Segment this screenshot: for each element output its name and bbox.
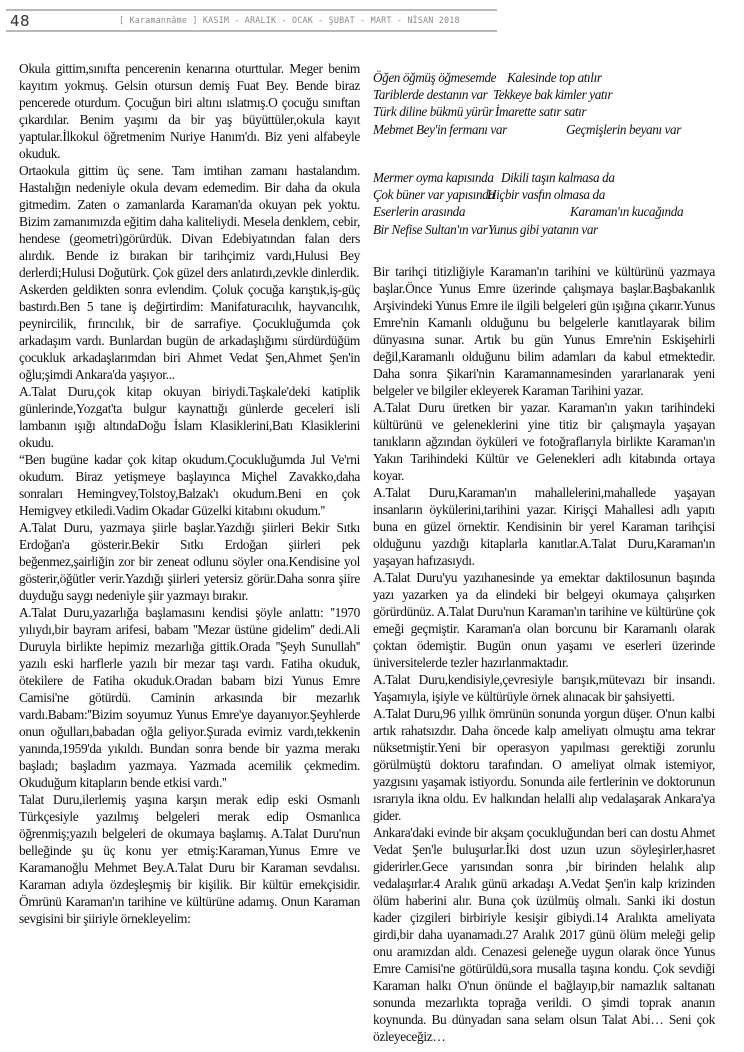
- paragraph: A.Talat Duru'yu yazıhanesinde ya emektar daktilosunun başında yazı yazarken ya da elindeki bir belgeyi okumaya çalışırken görürdünüz. A.Talat Duru'nun Karaman'ın tarihine ve kültürüne çok emeği geçmiştir. Karaman'a olan borcunu bir Karamanlı olarak çoktan ödemiştir. Bugün onun yaşamı ve eserleri üzerinde üniversitelerde tezler hazırlanmaktadır.: [373, 570, 715, 670]
- right-column: [373, 263, 715, 1045]
- poem-line: [373, 86, 715, 103]
- left-column: [19, 60, 360, 927]
- poem-line-right: Kalesinde top atılır: [507, 70, 602, 85]
- poem-line-left: Türk diline bükmü yürür: [373, 104, 494, 120]
- poem-line: [373, 121, 715, 138]
- paragraph: A.Talat Duru,kendisiyle,çevresiyle barışık,mütevazı bir insandı. Yaşamıyla, işiyle ve kültürüyle örnek alınacak bir şahsiyetti.: [373, 672, 715, 704]
- page-header: [6, 9, 497, 32]
- poem-stanza-2: [373, 169, 715, 238]
- paragraph: A.Talat Duru üretken bir yazar. Karaman'ın yakın tarihindeki kültürünü ve geleneklerini yine titiz bir çalışmayla yaşayan tanıkların ağzından öyküleri ve fotoğraflarıyla birlikte Karaman'ın Yakın Tarihindeki Kültür ve Gelenekleri adlı kitabında ortaya koyar.: [373, 400, 715, 483]
- header-top-rule: [6, 9, 497, 11]
- poem-line: [373, 103, 715, 120]
- paragraph: Ortaokula gittim üç sene. Tam imtihan zamanı hastalandım. Hastalığın nedeniyle okula devam edemedim. Bir daha da okula gitmedim. Zaten o zamanlarda Karaman'da okuyan pek yoktu. Bizim zamanımızda eğitim daha kaliteliydi. Mesela denklem, cebir, hendese (geometri)görürdük. Divan Edebiyatından falan ders alırdık. Bende iz bırakan bir tarihçimiz vardı,Hulusi Bey derlerdi;Hulusi Doğutürk. Çok güzel ders anlatırdı,zevkle dinlerdik.: [19, 163, 360, 280]
- poem-line-right: İmarette satır satır: [495, 104, 587, 120]
- poem-line: [373, 221, 715, 238]
- page-number: 48: [10, 12, 31, 30]
- poem-stanza-1: [373, 69, 715, 138]
- poem-line: [373, 186, 715, 203]
- paragraph: Bir tarihçi titizliğiyle Karaman'ın tarihini ve kültürünü yazmaya başlar.Önce Yunus Emre üzerinde çalışmaya başlar.Başbakanlık Arşivindeki Yunus Emre ile ilgili belgeleri gün ışığına çıkarır.Yunus Emre'nin Kamanlı olduğunu bu belgelerle kanıtlayarak bilim dünyasına sunar. Artık bu gün Yunus Emre'nin Eskişehirli değil,Karamanlı olduğunu bilim adamları da kabul etmektedir. Daha sonra Şikari'nin Karamannamesinden yararlanarak yeni belgeler ve bilgiler ekleyerek Karaman Tarihini yazar.: [373, 264, 715, 398]
- poem-line: [373, 169, 715, 186]
- paragraph: A.Talat Duru,96 yıllık ömrünün sonunda yorgun düşer. O'nun kalbi artık rahatsızdır. Daha öncede kalp ameliyatı olmuştu ama tekrar nüksetmiştir.Yeni bir operasyon yapılması gerektiği zorunlu görülmüştü doktoru tarafından. O ameliyat olmak istemiyor, yazgısını yaşamak istiyordu. Sonunda aile fertlerinin ve doktorunun ısrarıyla ikna oldu. Ev halkından helalli alıp vedalaşarak Ankara'ya gider.: [373, 706, 715, 823]
- paragraph: “Ben bugüne kadar çok kitap okudum.Çocukluğumda Jul Ve'rni okudum. Biraz yetişmeye başlayınca Miçhel Zavakko,daha sonraları Hemingvey,Tolstoy,Balzak'ı okudum.Beni en çok Hemigvey etkiledi.Vadim Okadar Güzelki kitabını okudum.'': [19, 452, 360, 518]
- running-head: [ Karamannâme ] KASIM - ARALIK - OCAK - ŞUBAT - MART - NİSAN 2018: [119, 15, 460, 25]
- poem-line-right: Hiçbir vasfın olmasa da: [487, 187, 605, 203]
- poem-line-left: Mermer oyma kapısında: [373, 170, 494, 185]
- poem-line: [373, 203, 715, 220]
- paragraph: A.Talat Duru,çok kitap okuyan biriydi.Taşkale'deki katiplik günlerinde,Yozgat'ta bulgur kaynattığı günlerde geceleri isli lambanın ışığı altındaDoğu İslam Klasiklerini,Batı Klasiklerini okudu.: [19, 384, 360, 450]
- poem-line-left: Çok büner var yapısında: [373, 187, 495, 203]
- poem-line-left: Eserlerin arasında: [373, 204, 466, 220]
- poem-line-right: Tekkeye bak kimler yatır: [493, 87, 613, 103]
- header-bottom-rule: [6, 30, 497, 32]
- poem-line-right: Dikili taşın kalmasa da: [501, 170, 615, 185]
- paragraph: Okula gittim,sınıfta pencerenin kenarına oturttular. Meger benim kayıtım yokmuş. Gelsin otursun demiş Fuat Bey. Bende biraz pencerede oturdum. Çocuğun biri altını ıslatmış.O çocuğu sınıftan çıkardılar. Benim yaşımı da bir yaş büyüttüler,okula kayıt yaptular.İlkokul öğretmenim Nuriye Hanım'dı. Biz yeni alfabeyle okuduk.: [19, 61, 360, 161]
- paragraph: Askerden geldikten sonra evlendim. Çoluk çocuğa karıştık,iş-güç bastırdı.Ben 5 tane iş değirtirdim: Manifaturacılık, hayvancılık, peynircilik, fırıncılık, bir de sarrafiye. Çocukluğumda çok arkadaşım vardı. Bunlardan bugün de arkadaşlığımı sürdürdüğüm çocukluk arkadaşlarımdan biri Ahmet Vedat Şen,Ahmet Şen'in oğlu;şimdi Ankara'da yaşıyor...: [19, 282, 360, 382]
- paragraph: Ankara'daki evinde bir akşam çocukluğundan beri can dostu Ahmet Vedat Şen'le buluşurlar.İki dost uzun uzun söyleşirler,hasret giderirler.Gece yarısından sonra ,bir birinden helalık alıp vedalaşırlar.4 Aralık günü arkadaşı A.Vedat Şen'in kalp krizinden ölüm haberini alır. Buna çok üzülmüş olmalı. Sanki iki dostun kader çizgileri birbiriyle kesişir gibiydi.14 Aralıkta ameliyata girdi,bir daha uyanamadı.27 Aralık 2017 günü ölüm meleği gelip onu aramızdan aldı. Cenazesi geleneğe uygun olarak önce Yunus Emre Camisi'ne götürüldü,sora musalla taşına kondu. Çok sevdiği Karaman halkı O'nun önünde el bağlayıp,bir namazlık saltanatı sonunda mezarlıkta toprağa verildi. O şimdi toprak ananın koynunda. Bu dünyadan sana selam olsun Talat Abi… Seni çok özleyeceğiz…: [373, 825, 715, 1044]
- poem-line-left: Öğen öğmüş öğmesemde: [373, 70, 497, 85]
- poem-line-left: Tariblerde destanın var: [373, 87, 488, 103]
- paragraph: A.Talat Duru, yazmaya şiirle başlar.Yazdığı şiirleri Bekir Sıtkı Erdoğan'a gösterir.Bekir Sıtkı Erdoğan şiirleri pek beğenmez,şairliğin zor bir zeneat odlunu söyler ona.Kendisine yol gösterir,öğütler verir.Yazdığı şiirleri yetersiz görür.Daha sonra şiire duyduğu saygı nedeniyle şiir yazmayı bırakır.: [19, 520, 360, 603]
- poem-line-right: Geçmişlerin beyanı var: [566, 121, 681, 137]
- poem-line-right: Yunus gibi yatanın var: [488, 221, 598, 237]
- poem-line-left: Mebmet Bey'in fermanı var: [373, 121, 507, 137]
- poem-line-right: Karaman'ın kucağında: [570, 204, 684, 220]
- poem-line: [373, 69, 715, 86]
- paragraph: Talat Duru,ilerlemiş yaşına karşın merak edip eski Osmanlı Türkçesiyle yazılmış belgeleri merak edip Osmanlıca öğrenmiş;yazılı belgeleri de okumaya başlamış. A.Talat Duru'nun belleğinde şu üç konu yer etmiş:Karaman,Yunus Emre ve Karamanoğlu Mehmet Bey.A.Talat Duru bir Karaman sevdalısı. Karaman adıyla özdeşleşmiş bir kişilik. Bir kültür emekçisidir. Ömrünü Karaman'ın tarihine ve kültürüne adamış. Onun Karaman sevgisini bir şiiriyle örnekleyelim:: [19, 792, 360, 926]
- poem-line-left: Bir Nefise Sultan'ın var: [373, 221, 488, 237]
- paragraph: A.Talat Duru,Karaman'ın mahallelerini,mahallede yaşayan insanların öykülerini,tarihini yazar. Kirişçi Mahallesi adlı yapıtı buna en güzel örnektir. Kendisinin bir yerel Karaman tarihçisi olduğunu yazdığı kitaplarla kanıtlar.A.Talat Duru,Karaman'ın yaşayan hafızasıydı.: [373, 485, 715, 568]
- paragraph: A.Talat Duru,yazarlığa başlamasını kendisi şöyle anlattı: ''1970 yılıydı,bir bayram arifesi, babam ''Mezar üstüne gidelim'' dedi.Ali Duruyla birlikte hepimiz mezarlığa gittik.Orada ''Şeyh Sunullah'' yazılı eski harflerle yazılı bir mezar taşı vardı. Fatiha okuduk, ötekilere de Fatiha okuduk.Oradan babam bizi Yunus Emre Camisi'ne götürdü. Caminin arkasında bir mezarlık vardı.Babam:''Bizim soyumuz Yunus Emre'ye dayanıyor.Şeyhlerde onun oğulları,babadan oğla geliyor.Şurada evimiz vardı,tekkenin yanında,1959'da yıkıldı. Bundan sonra bende bir yazma merakı başladı; başladım yazmaya. Yazmada acemilik çekmedim. Okuduğum kitapların bende etkisi vardı.'': [19, 605, 360, 790]
